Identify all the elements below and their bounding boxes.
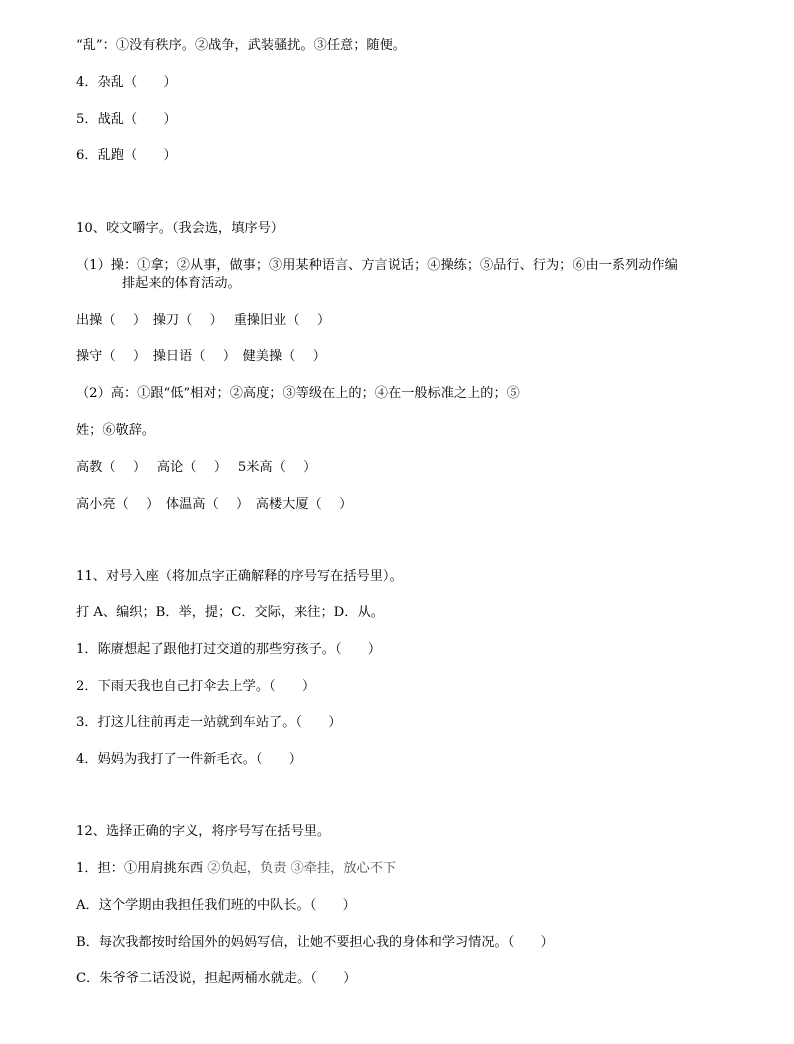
- doc-line-cao-row1: 出操（ ） 操刀（ ） 重操旧业（ ）: [76, 313, 331, 328]
- doc-line-da-q3: 3．打这儿往前再走一站就到车站了。（ ）: [76, 715, 342, 730]
- doc-line-da-q1: 1．陈赓想起了跟他打过交道的那些穷孩子。（ ）: [76, 642, 382, 657]
- doc-line-q4: 4．杂乱（ ）: [76, 75, 177, 90]
- doc-line-q6: 6．乱跑（ ）: [76, 148, 177, 163]
- section-heading-11: 11、对号入座（将加点字正确解释的序号写在括号里）。: [76, 569, 403, 584]
- section-heading-12: 12、选择正确的字义，将序号写在括号里。: [76, 824, 331, 839]
- doc-line-da-options: 打 A、编织；B．举，提；C．交际，来往；D．从。: [76, 605, 384, 620]
- doc-line-dan-c: C．朱爷爷二话没说，担起两桶水就走。（ ）: [76, 971, 357, 986]
- doc-line-gao-row2: 高小亮（ ） 体温高（ ） 高楼大厦（ ）: [76, 497, 353, 512]
- doc-line-gao-definition-cont: 姓；⑥敬辞。: [76, 423, 156, 438]
- doc-line-gao-definition: （2）高：①跟“低”相对；②高度；③等级在上的；④在一般标准之上的；⑤: [76, 386, 520, 401]
- dan-definition-part1: 1．担：①用肩挑东西: [76, 861, 204, 876]
- doc-line-q5: 5．战乱（ ）: [76, 112, 177, 127]
- doc-line-dan-definition: [76, 860, 396, 878]
- doc-line-da-q4: 4．妈妈为我打了一件新毛衣。（ ）: [76, 752, 302, 767]
- dan-definition-part2: ②负起，负责 ③牵挂，放心不下: [207, 861, 397, 876]
- doc-line-da-q2: 2．下雨天我也自己打伞去上学。（ ）: [76, 679, 316, 694]
- doc-line-gao-row1: 高教（ ） 高论（ ） 5米高（ ）: [76, 460, 317, 475]
- doc-line-cao-definition: （1）操：①拿；②从事，做事；③用某种语言、方言说话；④操练；⑤品行、行为；⑥由一系列动作编: [76, 258, 678, 273]
- doc-line-dan-a: A．这个学期由我担任我们班的中队长。（ ）: [76, 898, 356, 913]
- doc-line-dan-b: B．每次我都按时给国外的妈妈写信，让她不要担心我的身体和学习情况。（ ）: [76, 935, 554, 950]
- doc-line-rule-luan: “乱”：①没有秩序。②战争，武装骚扰。③任意；随便。: [76, 38, 406, 53]
- doc-line-cao-definition-cont: 排起来的体育活动。: [122, 276, 241, 291]
- doc-line-cao-row2: 操守（ ） 操日语（ ） 健美操（ ）: [76, 349, 326, 364]
- section-heading-10: 10、咬文嚼字。（我会选，填序号）: [76, 221, 284, 236]
